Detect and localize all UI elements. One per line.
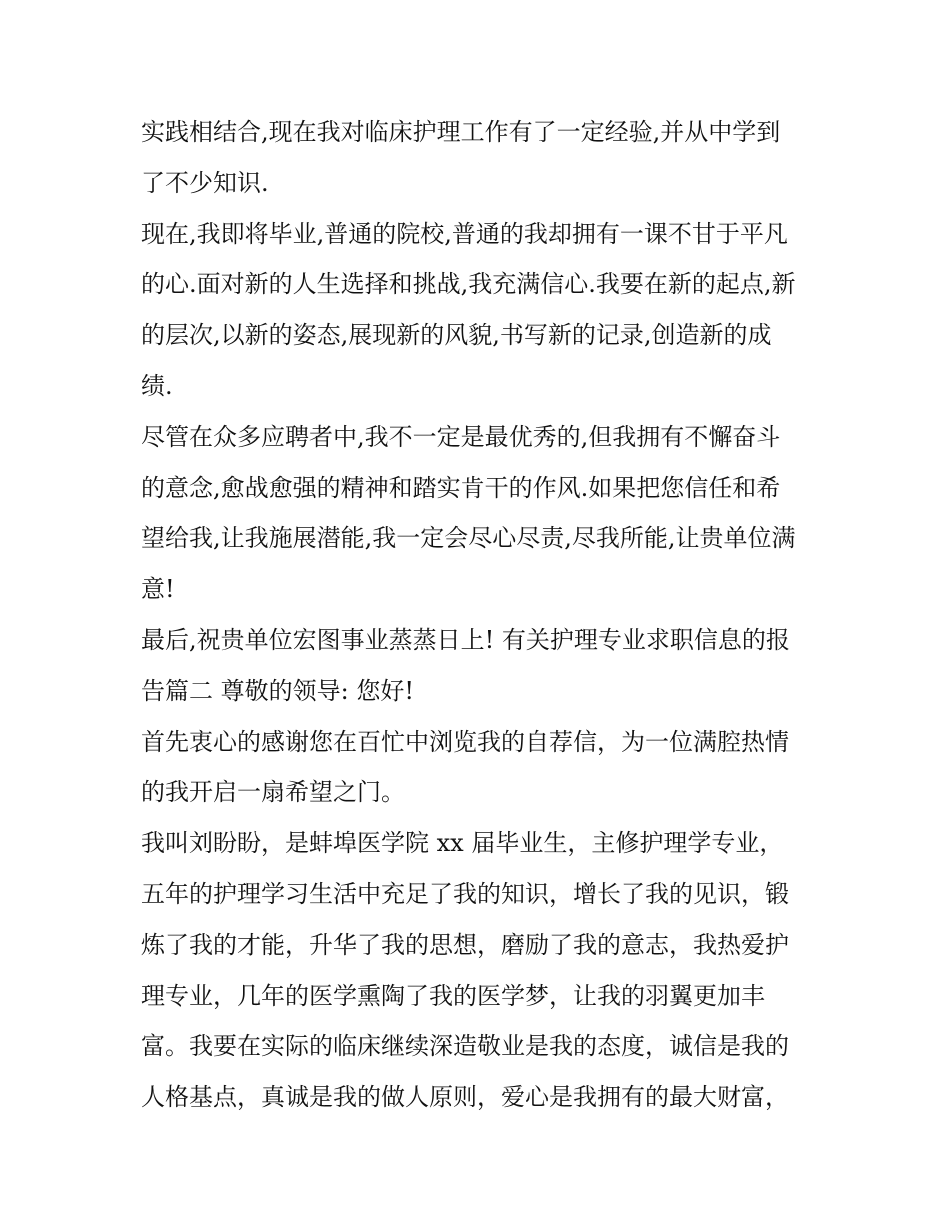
text-line: 意! [141,575,175,604]
text-line: 理专业，几年的医学熏陶了我的医学梦，让我的羽翼更加丰 [141,981,765,1010]
text-line: 五年的护理学习生活中充足了我的知识，增长了我的见识，锻 [141,879,789,908]
document-body [141,107,816,1123]
text-line: 的层次,以新的姿态,展现新的风貌,书写新的记录,创造新的成 [141,321,772,350]
text-line: 首先衷心的感谢您在百忙中浏览我的自荐信，为一位满腔热情 [141,727,789,756]
text-line: 我叫刘盼盼，是蚌埠医学院 xx 届毕业生，主修护理学专业， [141,829,784,858]
text-line: 最后,祝贵单位宏图事业蒸蒸日上! 有关护理专业求职信息的报 [141,625,790,654]
text-line: 的心.面对新的人生选择和挑战,我充满信心.我要在新的起点,新 [141,270,796,299]
text-line: 实践相结合,现在我对临床护理工作有了一定经验,并从中学到 [141,118,781,146]
text-line: 了不少知识. [141,168,269,197]
text-line: 尽管在众多应聘者中,我不一定是最优秀的,但我拥有不懈奋斗 [141,422,781,451]
text-line: 绩. [141,371,173,400]
text-line: 人格基点，真诚是我的做人原则，爱心是我拥有的最大财富， [141,1083,789,1112]
text-line: 的意念,愈战愈强的精神和踏实肯干的作风.如果把您信任和希 [141,473,781,502]
text-line: 望给我,让我施展潜能,我一定会尽心尽责,尽我所能,让贵单位满 [141,524,796,553]
text-line: 的我开启一扇希望之门。 [141,778,405,807]
text-line: 现在,我即将毕业,普通的院校,普通的我却拥有一课不甘于平凡 [141,219,788,248]
text-line: 富。我要在实际的临床继续深造敬业是我的态度，诚信是我的 [141,1032,789,1061]
text-line: 炼了我的才能，升华了我的思想，磨励了我的意志，我热爱护 [141,930,789,959]
text-line: 告篇二 尊敬的领导: 您好! [141,676,414,705]
